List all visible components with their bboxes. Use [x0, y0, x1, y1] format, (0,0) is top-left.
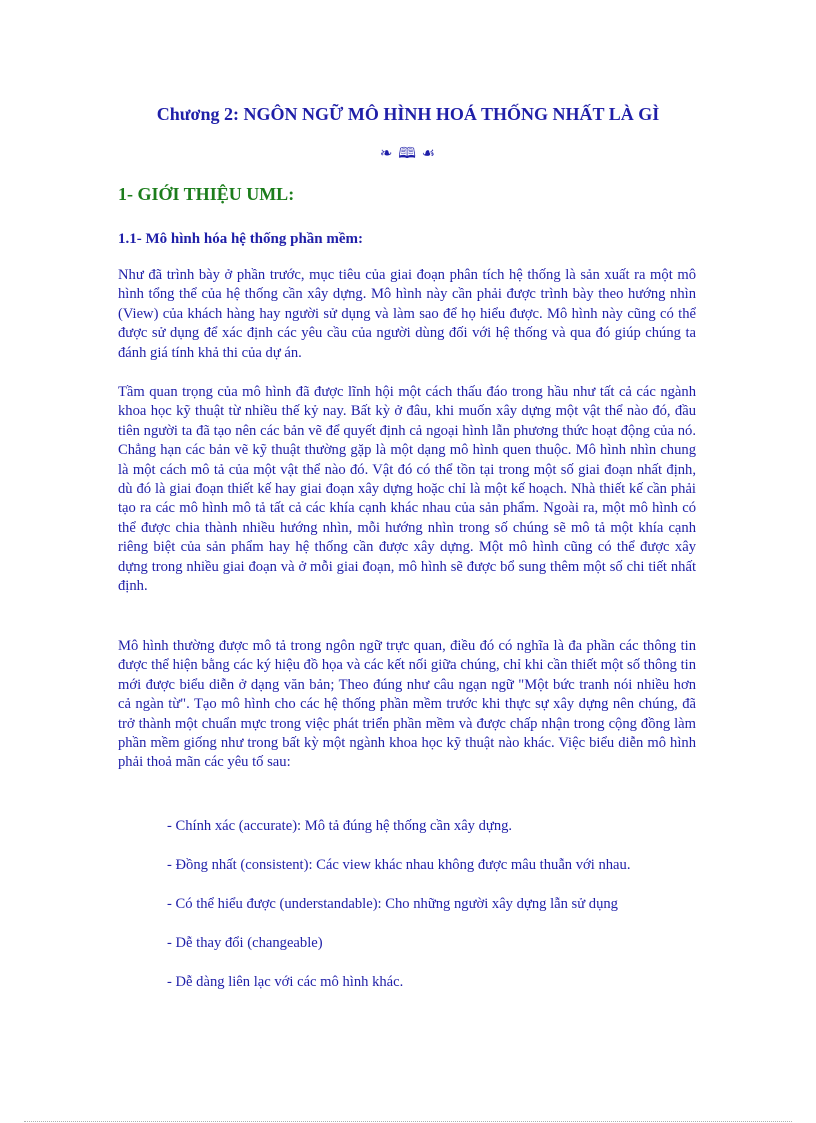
footer-divider — [24, 1121, 792, 1122]
list-item-communicate: - Dễ dàng liên lạc với các mô hình khác. — [167, 974, 404, 990]
paragraph-intro: Như đã trình bày ở phần trước, mục tiêu của giai đoạn phân tích hệ thống là sản xuất ra một mô hình tổng thể của hệ thống cần xây dựng. Mô hình này cần phải được trình bày theo hướng nhìn (View) của khách hàng hay người sử dụng và làm sao để họ hiểu được. Mô hình này cũng có thể được sử dụng để xác định các yêu cầu của người dùng đối với hệ thống và qua đó giúp chúng ta đánh giá tính khả thi của dự án. — [118, 267, 696, 361]
list-item-consistent: - Đồng nhất (consistent): Các view khác nhau không được mâu thuẫn với nhau. — [167, 857, 631, 873]
list-item-changeable: - Dễ thay đổi (changeable) — [167, 935, 323, 951]
subsection-heading: 1.1- Mô hình hóa hệ thống phần mềm: — [118, 231, 364, 247]
section-heading: 1- GIỚI THIỆU UML: — [118, 184, 295, 204]
paragraph-visual-language: Mô hình thường được mô tả trong ngôn ngữ trực quan, điều đó có nghĩa là đa phần các thông tin được thể hiện bằng các ký hiệu đồ họa và các kết nối giữa chúng, chỉ khi cần thiết một số thông tin mới được biểu diễn ở dạng văn bản; Theo đúng như câu ngạn ngữ "Một bức tranh nói nhiều hơn cả ngàn từ". Tạo mô hình cho các hệ thống phần mềm trước khi thực sự xây dựng nên chúng, đã trở thành một chuẩn mực trong việc phát triển phần mềm và được chấp nhận trong cộng đồng làm phần mềm giống như trong bất kỳ một ngành khoa học kỹ thuật nào khác. Việc biểu diễn mô hình phải thoả mãn các yêu tố sau: — [118, 638, 696, 771]
list-item-understandable: - Có thể hiểu được (understandable): Cho những người xây dựng lẫn sử dụng — [167, 896, 618, 912]
paragraph-model-importance: Tầm quan trọng của mô hình đã được lĩnh hội một cách thấu đáo trong hầu như tất cả các ngành khoa học kỹ thuật từ nhiều thế kỷ nay. Bất kỳ ở đâu, khi muốn xây dựng một vật thể nào đó, đầu tiên người ta đã tạo nên các bản vẽ để quyết định cả ngoại hình lẫn phương thức hoạt động của nó. Chẳng hạn các bản vẽ kỹ thuật thường gặp là một dạng mô hình quen thuộc. Mô hình nhìn chung là một cách mô tả của một vật thể nào đó. Vật đó có thể tồn tại trong một số giai đoạn nhất định, dù đó là giai đoạn thiết kế hay giai đoạn xây dựng hoặc chỉ là một kế hoạch. Nhà thiết kế cần phải tạo ra các mô hình mô tả tất cả các khía cạnh khác nhau của sản phẩm. Ngoài ra, một mô hình có thể được chia thành nhiều hướng nhìn, mỗi hướng nhìn trong số chúng sẽ mô tả một khía cạnh riêng biệt của sản phẩm hay hệ thống cần được xây dựng. Một mô hình cũng có thể được xây dựng trong nhiều giai đoạn và ở mỗi giai đoạn, mô hình sẽ được bổ sung thêm một số chi tiết nhất định. — [118, 384, 696, 595]
chapter-title: Chương 2: NGÔN NGỮ MÔ HÌNH HOÁ THỐNG NHẤT LÀ GÌ — [156, 104, 660, 124]
ornament-divider: ❧ 🕮 ☙ — [379, 146, 437, 162]
list-item-accurate: - Chính xác (accurate): Mô tả đúng hệ thống cần xây dựng. — [167, 818, 513, 834]
